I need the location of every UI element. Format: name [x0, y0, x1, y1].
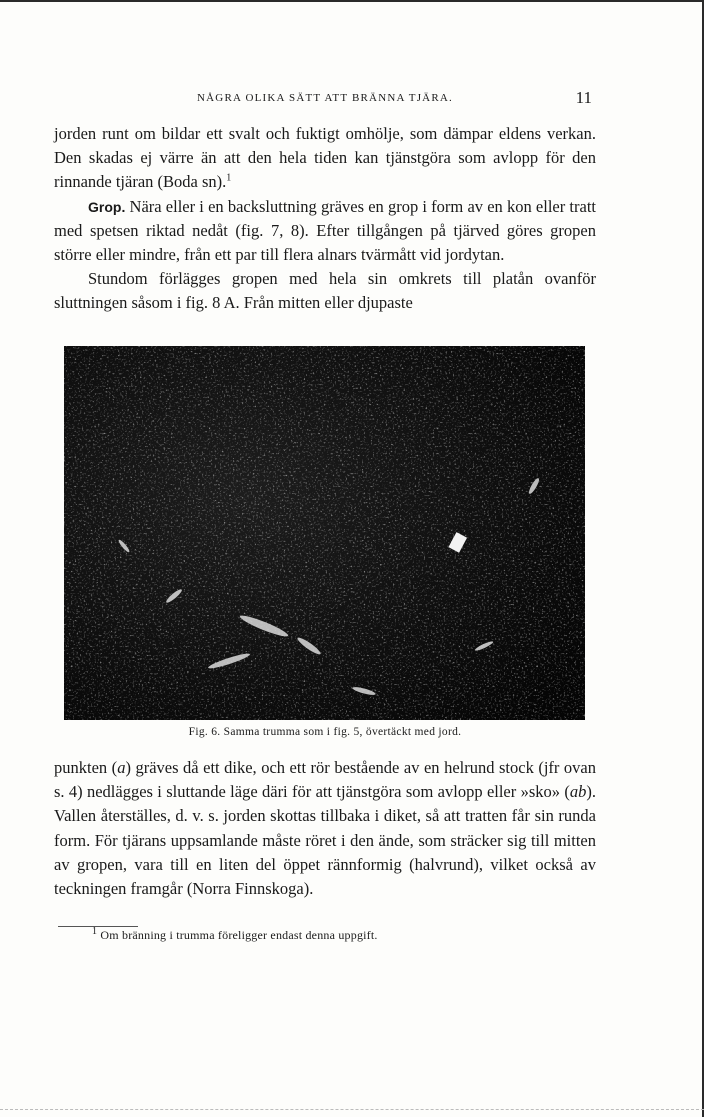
paragraph-4-part-3: ). Vallen återställes, d. v. s. jorden skottas tillbaka i diket, så att tratten får sin runda form. För tjärans uppsamlande måste röret i den ände, som sträcker sig till mitten av gropen, vara till en liten del öppet rännformig (halvrund), vilket också av teckningen framgår (Norra Finnskoga). [54, 782, 596, 899]
paragraph-2-text: Nära eller i en backsluttning gräves en grop i form av en kon eller tratt med spetsen riktad nedåt (fig. 7, 8). Efter tillgången på tjärved göres gropen större eller mindre, från ett par till flera alnars tvärmått vid jordytan. [54, 196, 597, 265]
footnote-ref: 1 [226, 172, 232, 184]
section-run-in-head: Grop. [88, 198, 126, 215]
scan-edge-bottom [0, 1109, 704, 1111]
footnote-rule [58, 926, 138, 927]
figure-caption: Fig. 6. Samma trumma som i fig. 5, övertäckt med jord. [188, 726, 462, 738]
paragraph-2 [54, 195, 596, 268]
running-head [54, 88, 596, 108]
footnote [92, 928, 572, 943]
paragraph-1 [54, 122, 596, 195]
paragraph-3: Stundom förlägges gropen med hela sin omkrets till platån ovanför sluttningen såsom i fig. 8 A. Från mitten eller djupaste [54, 269, 596, 313]
paragraph-4 [54, 756, 596, 901]
scan-edge-top [0, 0, 704, 2]
page-number: 11 [575, 88, 592, 107]
footnote-text: Om bränning i trumma föreligger endast denna uppgift. [100, 928, 378, 942]
paragraph-1-text: jorden runt om bildar ett svalt och fuktigt omhölje, som dämpar eldens verkan. Den skadas ej värre än att den hela tiden kan tjänstgöra som avlopp för den rinnande tjäran (Boda sn). [54, 124, 596, 192]
running-title: NÅGRA OLIKA SÄTT ATT BRÄNNA TJÄRA. [197, 92, 453, 104]
footnote-marker: 1 [92, 926, 98, 937]
label-ab: ab [569, 782, 587, 802]
paragraph-4-part-1: punkten ( [54, 758, 118, 777]
body-text-bottom [54, 756, 596, 901]
paragraph-4-part-2: ) gräves då ett dike, och ett rör bestående av en helrund stock (jfr ovan s. 4) nedlägges i sluttande läge däri för att tjänstgöra som avlopp eller »sko» ( [54, 758, 597, 802]
body-text-top [54, 122, 596, 316]
label-a: a [117, 758, 126, 777]
figure-photograph [64, 346, 585, 720]
